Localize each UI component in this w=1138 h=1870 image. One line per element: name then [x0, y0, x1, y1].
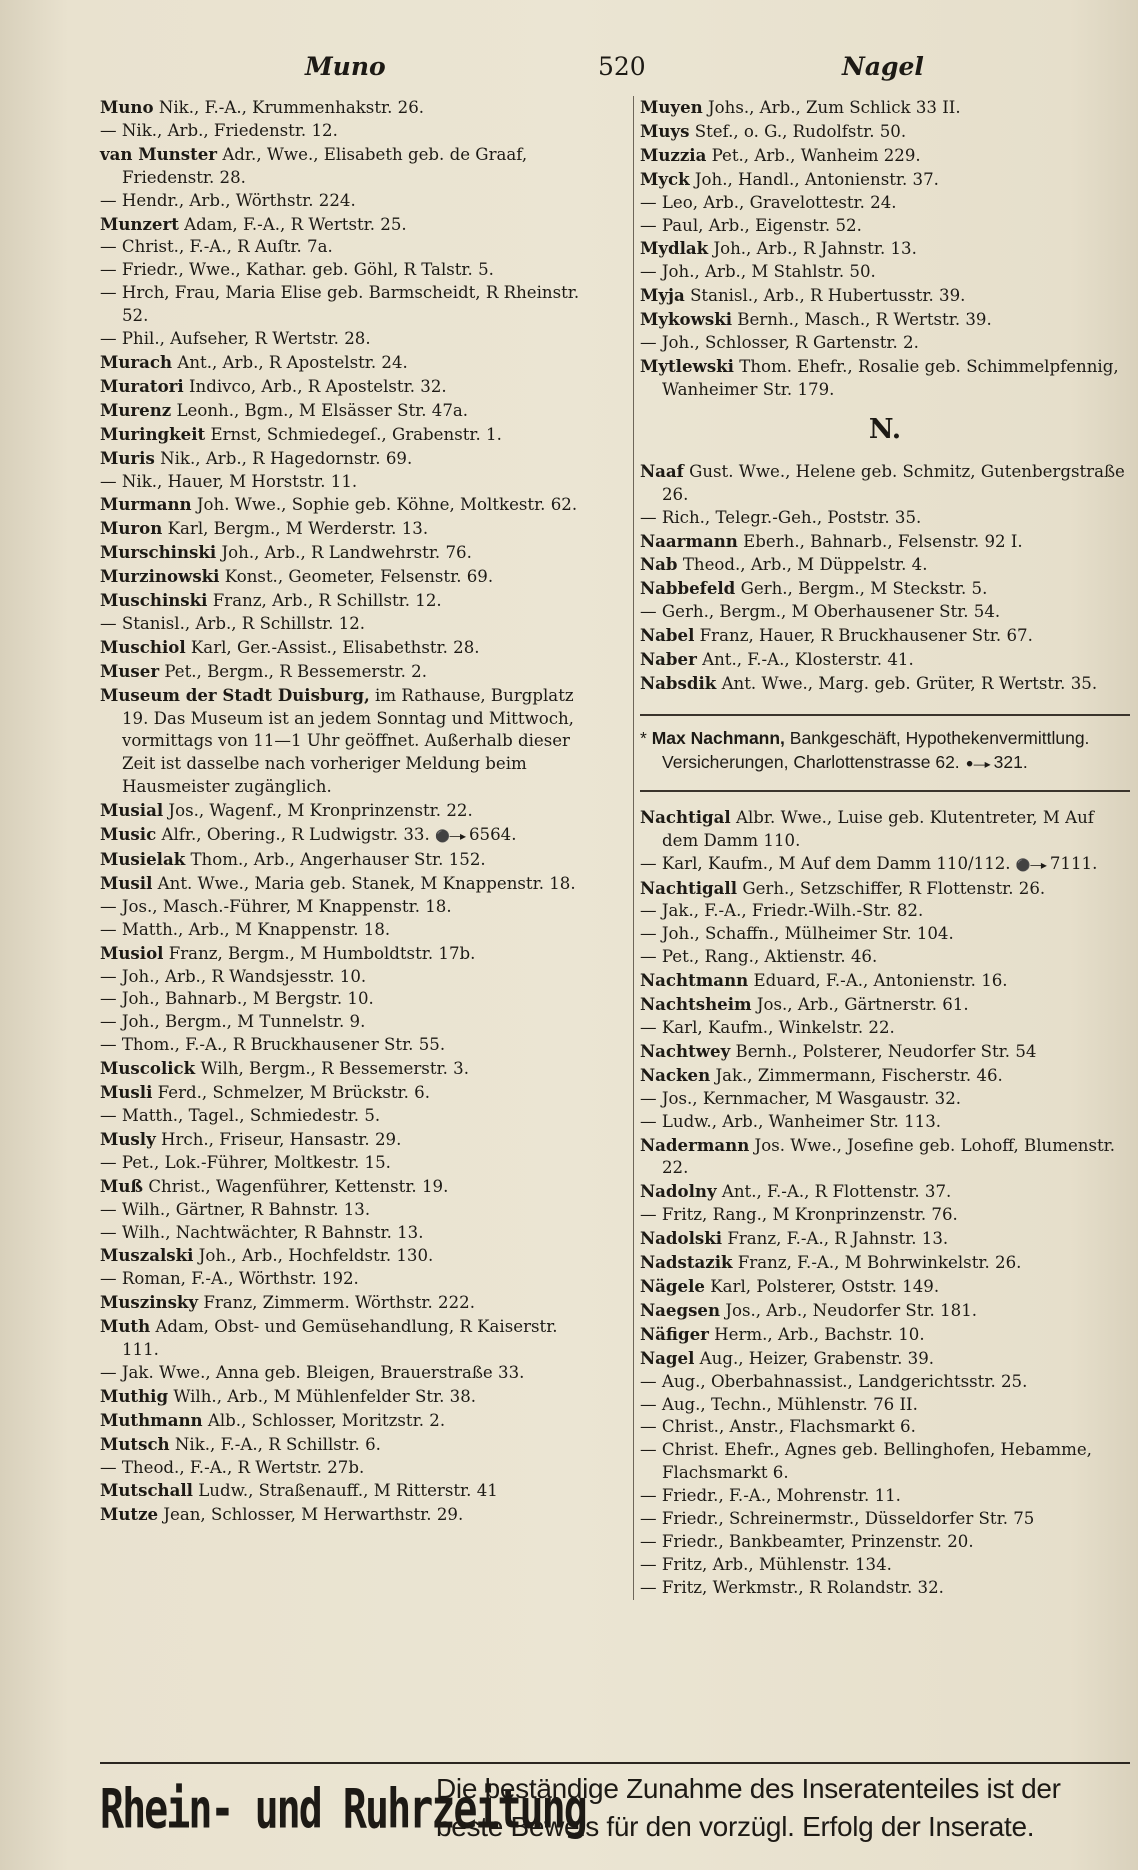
entry-details: Pet., Arb., Wanheim 229.	[711, 145, 921, 165]
entry-details: — Friedr., Schreinermstr., Düsseldorfer Str. 75	[640, 1509, 1035, 1529]
entry-surname: Näfiger	[640, 1323, 709, 1344]
directory-entry	[640, 507, 1130, 530]
entry-details: Alfr., Obering., R Ludwigstr. 33.	[161, 825, 430, 845]
section-letter: N.	[868, 413, 902, 445]
entry-surname: Muszalski	[100, 1245, 194, 1266]
entry-details: Franz, Bergm., M Humboldtstr. 17b.	[168, 943, 476, 963]
entry-details: Jos., Arb., Gärtnerstr. 61.	[756, 995, 969, 1015]
entry-surname: Murmann	[100, 494, 192, 515]
directory-entry	[640, 577, 1130, 601]
directory-entry	[640, 877, 1130, 901]
directory-entry	[640, 1485, 1130, 1508]
entry-details: — Jak. Wwe., Anna geb. Bleigen, Brauerstraße 33.	[100, 1362, 525, 1382]
entry-details: Bernh., Polsterer, Neudorfer Str. 54	[735, 1041, 1037, 1061]
directory-entry	[100, 823, 592, 848]
entry-details: — Friedr., Bankbeamter, Prinzenstr. 20.	[640, 1531, 974, 1551]
directory-entry	[100, 1503, 592, 1527]
entry-surname: Nabsdik	[640, 672, 717, 693]
entry-details: — Matth., Arb., M Knappenstr. 18.	[100, 919, 391, 939]
directory-entry	[640, 601, 1130, 624]
directory-entry	[640, 624, 1130, 648]
directory-entry	[640, 1554, 1130, 1577]
entry-details: — Friedr., Wwe., Kathar. geb. Göhl, R Talstr. 5.	[100, 260, 494, 280]
entry-surname: Muthmann	[100, 1409, 203, 1430]
directory-entry	[100, 399, 592, 423]
entry-details: — Hendr., Arb., Wörthstr. 224.	[100, 190, 356, 210]
entry-surname: Musial	[100, 800, 164, 821]
directory-entry	[100, 282, 592, 328]
entry-surname: Mydlak	[640, 238, 709, 259]
entry-surname: Naaf	[640, 460, 684, 481]
entry-surname: Muthig	[100, 1385, 169, 1406]
entry-details: Nik., Arb., R Hagedornstr. 69.	[160, 448, 413, 468]
entry-surname: Muys	[640, 120, 690, 141]
entry-details: Franz, F.-A., R Jahnstr. 13.	[727, 1229, 949, 1249]
entry-details: im Rathause, Burgplatz 19. Das Museum ist an jedem Sonntag und Mittwoch, vormittags von 11—1 Uhr geöffnet. Außerhalb dieser Zeit ist dasselbe nach vorheriger Meldung beim Hausmeister zugänglich.	[122, 685, 574, 797]
entry-details: Franz, Arb., R Schillstr. 12.	[212, 591, 442, 611]
directory-entry	[640, 1275, 1130, 1299]
directory-entry	[100, 1105, 592, 1128]
ad-name: Max Nachmann,	[651, 727, 785, 748]
directory-entry	[640, 900, 1130, 923]
entry-details: Gust. Wwe., Helene geb. Schmitz, Gutenbergstraße 26.	[662, 461, 1125, 504]
directory-entry	[100, 1291, 592, 1315]
entry-surname: Muszinsky	[100, 1292, 199, 1313]
entry-details: Joh., Handl., Antonienstr. 37.	[694, 169, 939, 189]
entry-details: — Fritz, Werkmstr., R Rolandstr. 32.	[640, 1577, 944, 1597]
entry-details: Bernh., Masch., R Wertstr. 39.	[737, 310, 992, 330]
ad-marker: *	[640, 727, 647, 748]
entry-details: Theod., Arb., M Düppelstr. 4.	[682, 555, 928, 575]
entry-details: Thom., Arb., Angerhauser Str. 152.	[190, 850, 486, 869]
entry-surname: Muris	[100, 447, 155, 468]
directory-entry	[640, 1111, 1130, 1134]
right-entries-a	[640, 460, 1130, 696]
directory-entry	[640, 237, 1130, 261]
entry-details: Gerh., Setzschiffer, R Flottenstr. 26.	[742, 878, 1046, 898]
entry-surname: van Munster	[100, 143, 218, 164]
directory-entry	[100, 1057, 592, 1081]
entry-details: Ferd., Schmelzer, M Brückstr. 6.	[157, 1083, 431, 1103]
directory-entry	[640, 144, 1130, 168]
entry-surname: Naarmann	[640, 530, 738, 551]
directory-entry	[100, 1457, 592, 1480]
entry-surname: Murach	[100, 351, 173, 372]
directory-entry	[100, 1433, 592, 1457]
entry-surname: Mykowski	[640, 309, 733, 330]
entry-details: Alb., Schlosser, Moritzstr. 2.	[207, 1410, 446, 1430]
directory-entry	[100, 1362, 592, 1385]
entry-details: — Aug., Oberbahnassist., Landgerichtsstr. 25.	[640, 1371, 1028, 1391]
ad-description: Bankgeschäft, Hypothekenvermittlung. Versicherungen, Charlottenstrasse 62.	[662, 727, 1090, 772]
entry-surname: Nadstazik	[640, 1252, 733, 1273]
entry-details: Aug., Heizer, Grabenstr. 39.	[699, 1348, 935, 1368]
entry-surname: Nab	[640, 554, 678, 575]
entry-details: — Pet., Rang., Aktienstr. 46.	[640, 947, 878, 967]
entry-details: Jos., Arb., Neudorfer Str. 181.	[725, 1300, 978, 1320]
entry-details: Johs., Arb., Zum Schlick 33 II.	[707, 98, 961, 117]
directory-entry	[640, 1577, 1130, 1600]
entry-details: Jos. Wwe., Josefine geb. Lohoff, Blumenstr. 22.	[662, 1135, 1116, 1178]
directory-entry	[640, 530, 1130, 554]
telephone-icon: ⚫—▸	[964, 756, 990, 771]
entry-details: — Christ., F.-A., R Auſtr. 7a.	[100, 237, 333, 257]
entry-details: Adr., Wwe., Elisabeth geb. de Graaf, Friedenstr. 28.	[122, 144, 528, 187]
directory-entry	[640, 1508, 1130, 1531]
entry-surname: Nachtigal	[640, 806, 731, 827]
entry-details: — Pet., Lok.-Führer, Moltkestr. 15.	[100, 1152, 391, 1172]
entry-details: — Thom., F.-A., R Bruckhausener Str. 55.	[100, 1035, 446, 1055]
entry-surname: Nadolski	[640, 1228, 723, 1249]
directory-entry	[100, 447, 592, 471]
directory-entry	[100, 1199, 592, 1222]
directory-entry	[100, 799, 592, 823]
entry-details: — Fritz, Arb., Mühlenstr. 134.	[640, 1554, 892, 1574]
directory-entry	[100, 589, 592, 613]
entry-details: Eduard, F.-A., Antonienstr. 16.	[753, 971, 1008, 991]
directory-entry	[640, 1180, 1130, 1204]
entry-surname: Murzinowski	[100, 566, 220, 587]
entry-details: — Aug., Techn., Mühlenstr. 76 II.	[640, 1394, 918, 1414]
footer-advertisement	[100, 1762, 1130, 1852]
entry-details: Joh., Arb., Hochfeldstr. 130.	[198, 1246, 434, 1266]
directory-entry	[640, 192, 1130, 215]
entry-details: — Nik., Hauer, M Horststr. 11.	[100, 471, 358, 491]
entry-surname: Myck	[640, 168, 690, 189]
directory-entry	[640, 120, 1130, 144]
entry-details: — Paul, Arb., Eigenstr. 52.	[640, 215, 862, 235]
entry-details: Ant., F.-A., R Flottenstr. 37.	[721, 1182, 952, 1202]
directory-entry	[640, 553, 1130, 577]
entry-details: Herm., Arb., Bachstr. 10.	[714, 1324, 925, 1344]
directory-entry	[100, 896, 592, 919]
entry-surname: Naber	[640, 649, 697, 670]
entry-surname: Nachtigall	[640, 877, 738, 898]
entry-surname: Musiol	[100, 942, 164, 963]
telephone-icon: ⚫—▸	[1015, 857, 1046, 872]
directory-entry	[100, 919, 592, 942]
entry-details: Nik., F.-A., Krummenhakstr. 26.	[158, 98, 425, 117]
entry-details: — Ludw., Arb., Wanheimer Str. 113.	[640, 1111, 942, 1131]
directory-entry	[100, 1011, 592, 1034]
directory-entry	[640, 355, 1130, 402]
entry-details: — Christ., Anstr., Flachsmarkt 6.	[640, 1417, 916, 1437]
entry-details: — Leo, Arb., Gravelottestr. 24.	[640, 192, 897, 212]
directory-entry	[100, 613, 592, 636]
entry-details: Karl, Ger.-Assist., Elisabethstr. 28.	[190, 637, 480, 657]
entry-details: Indivco, Arb., R Apostelstr. 32.	[189, 376, 447, 396]
entry-surname: Muschiol	[100, 636, 186, 657]
directory-entry	[100, 1244, 592, 1268]
directory-entry	[100, 872, 592, 896]
directory-entry	[640, 1323, 1130, 1347]
entry-details: Franz, Hauer, R Bruckhausener Str. 67.	[699, 626, 1033, 646]
directory-entry	[100, 660, 592, 684]
directory-entry	[100, 351, 592, 375]
entry-surname: Nabbefeld	[640, 578, 736, 599]
entry-details: — Gerh., Bergm., M Oberhausener Str. 54.	[640, 602, 1001, 622]
entry-surname: Nachtmann	[640, 970, 749, 991]
entry-details: Jean, Schlosser, M Herwarthstr. 29.	[163, 1505, 464, 1525]
entry-surname: Muno	[100, 97, 154, 117]
directory-entry	[640, 993, 1130, 1017]
entry-surname: Muzzia	[640, 144, 707, 165]
entry-details: Joh., Arb., R Landwehrstr. 76.	[221, 543, 472, 563]
entry-surname: Nabel	[640, 625, 695, 646]
entry-details: — Fritz, Rang., M Kronprinzenstr. 76.	[640, 1205, 958, 1225]
entry-details: — Phil., Aufseher, R Wertstr. 28.	[100, 329, 371, 349]
entry-details: — Joh., Arb., M Stahlstr. 50.	[640, 262, 876, 282]
entry-details: — Friedr., F.-A., Mohrenstr. 11.	[640, 1486, 901, 1506]
advertisement-box	[640, 714, 1130, 792]
entry-details: — Wilh., Gärtner, R Bahnstr. 13.	[100, 1199, 371, 1219]
entry-surname: Museum der Stadt Duisburg,	[100, 684, 370, 705]
right-entries-b	[640, 806, 1130, 1600]
entry-surname: Nägele	[640, 1275, 705, 1296]
entry-surname: Mutschall	[100, 1480, 193, 1501]
footer-newspaper-name: Rhein- und Ruhrzeitung	[100, 1778, 586, 1842]
entry-details: Ant., F.-A., Klosterstr. 41.	[702, 650, 914, 670]
entry-details: Karl, Bergm., M Werderstr. 13.	[167, 519, 429, 539]
ad-phone: 321.	[993, 751, 1028, 772]
directory-entry	[640, 332, 1130, 355]
entry-surname: Music	[100, 824, 157, 845]
entry-details: Gerh., Bergm., M Steckstr. 5.	[740, 579, 988, 599]
ad-text	[640, 726, 1130, 776]
directory-entry	[100, 493, 592, 517]
telephone-icon: ⚫—▸	[435, 829, 465, 844]
entry-details: — Wilh., Nachtwächter, R Bahnstr. 13.	[100, 1222, 424, 1242]
entry-details: Joh. Wwe., Sophie geb. Köhne, Moltkestr. 62.	[196, 495, 578, 515]
entry-details: Franz, F.-A., M Bohrwinkelstr. 26.	[737, 1253, 1022, 1273]
left-column	[100, 96, 592, 1527]
entry-details: Pet., Bergm., R Bessemerstr. 2.	[164, 661, 428, 681]
entry-surname: Nagel	[640, 1347, 695, 1368]
entry-details: Leonh., Bgm., M Elsässer Str. 47a.	[176, 400, 469, 420]
entry-details: Ant., Arb., R Apostelstr. 24.	[177, 352, 408, 372]
right-entries-top	[640, 96, 1130, 402]
entry-surname: Nachtsheim	[640, 994, 752, 1015]
directory-entry	[100, 1409, 592, 1433]
footer-slogan-line1: Die beständige Zunahme des Inseratenteiles ist der	[436, 1773, 1061, 1804]
directory-entry	[100, 328, 592, 351]
directory-entry	[640, 806, 1130, 853]
directory-entry	[640, 1347, 1130, 1371]
entry-surname: Musil	[100, 872, 153, 893]
directory-entry	[100, 375, 592, 399]
entry-phone: 7111.	[1049, 853, 1098, 873]
directory-entry	[100, 423, 592, 447]
entry-details: — Karl, Kaufm., Winkelstr. 22.	[640, 1018, 895, 1037]
entry-details: Stef., o. G., Rudolfstr. 50.	[694, 121, 907, 141]
entry-details: Hrch., Friseur, Hansastr. 29.	[161, 1129, 402, 1149]
entry-details: — Jos., Kernmacher, M Wasgaustr. 32.	[640, 1088, 962, 1108]
directory-entry	[100, 143, 592, 190]
entry-details: Adam, Obst- und Gemüsehandlung, R Kaiserstr. 111.	[122, 1317, 558, 1360]
directory-entry	[100, 1315, 592, 1362]
entry-surname: Nadolny	[640, 1181, 717, 1202]
entry-details: — Stanisl., Arb., R Schillstr. 12.	[100, 613, 366, 633]
entry-surname: Nachtwey	[640, 1040, 731, 1061]
running-head-right: Nagel	[842, 52, 924, 81]
entry-surname: Mytlewski	[640, 355, 734, 376]
directory-entry	[640, 1439, 1130, 1485]
directory-entry	[640, 672, 1130, 696]
directory-entry	[640, 1416, 1130, 1439]
entry-details: Ant. Wwe., Marg. geb. Grüter, R Wertstr. 35.	[721, 673, 1098, 693]
entry-details: Christ., Wagenführer, Kettenstr. 19.	[148, 1176, 449, 1196]
directory-entry	[640, 969, 1130, 993]
entry-surname: Muyen	[640, 97, 703, 117]
entry-surname: Muser	[100, 660, 160, 681]
directory-entry	[100, 213, 592, 237]
entry-surname: Muth	[100, 1316, 151, 1337]
entry-surname: Naegsen	[640, 1299, 721, 1320]
entry-details: — Theod., F.-A., R Wertstr. 27b.	[100, 1457, 365, 1477]
directory-entry	[100, 120, 592, 143]
directory-entry	[640, 923, 1130, 946]
entry-surname: Mutze	[100, 1504, 159, 1525]
directory-entry	[640, 1040, 1130, 1064]
entry-surname: Muschinski	[100, 590, 208, 611]
directory-entry	[100, 988, 592, 1011]
entry-surname: Muringkeit	[100, 423, 206, 444]
right-column	[633, 96, 1130, 1600]
directory-entry	[100, 636, 592, 660]
footer-slogan	[436, 1770, 1128, 1846]
directory-entry	[100, 1222, 592, 1245]
entry-surname: Mutsch	[100, 1433, 170, 1454]
directory-entry	[100, 942, 592, 966]
directory-entry	[100, 236, 592, 259]
entry-details: Wilh, Bergm., R Bessemerstr. 3.	[200, 1059, 469, 1079]
entry-details: — Joh., Schlosser, R Gartenstr. 2.	[640, 333, 919, 353]
entry-details: Karl, Polsterer, Oststr. 149.	[710, 1276, 940, 1296]
directory-entry	[100, 517, 592, 541]
running-head-left: Muno	[305, 52, 386, 81]
entry-details: — Jos., Masch.-Führer, M Knappenstr. 18.	[100, 896, 452, 916]
entry-details: — Rich., Telegr.-Geh., Poststr. 35.	[640, 507, 922, 527]
directory-entry	[640, 460, 1130, 507]
directory-entry	[100, 1479, 592, 1503]
entry-phone: 6564.	[468, 825, 517, 845]
entry-details: — Joh., Schaffn., Mülheimer Str. 104.	[640, 924, 954, 944]
directory-entry	[640, 308, 1130, 332]
entry-details: Thom. Ehefr., Rosalie geb. Schimmelpfennig, Wanheimer Str. 179.	[662, 356, 1119, 399]
entry-details: — Nik., Arb., Friedenstr. 12.	[100, 120, 338, 140]
directory-entry	[100, 1128, 592, 1152]
entry-surname: Muscolick	[100, 1058, 196, 1079]
directory-entry	[100, 966, 592, 989]
directory-entry	[640, 1299, 1130, 1323]
directory-entry	[640, 284, 1130, 308]
directory-entry	[100, 471, 592, 494]
directory-entry	[640, 1394, 1130, 1417]
directory-entry	[640, 1088, 1130, 1111]
entry-details: Joh., Arb., R Jahnstr. 13.	[713, 239, 917, 259]
entry-surname: Nadermann	[640, 1134, 750, 1155]
directory-entry	[100, 259, 592, 282]
directory-entry	[100, 96, 592, 120]
directory-entry	[100, 565, 592, 589]
directory-entry	[100, 1268, 592, 1291]
directory-entry	[100, 1034, 592, 1057]
directory-entry	[640, 1064, 1130, 1088]
page-number: 520	[598, 52, 646, 81]
entry-details: Ant. Wwe., Maria geb. Stanek, M Knappenstr. 18.	[157, 873, 576, 893]
directory-entry	[100, 541, 592, 565]
directory-entry	[100, 1385, 592, 1409]
entry-details: Nik., F.-A., R Schillstr. 6.	[174, 1434, 381, 1454]
entry-details: — Christ. Ehefr., Agnes geb. Bellinghofen, Hebamme, Flachsmarkt 6.	[640, 1440, 1092, 1483]
entry-surname: Muron	[100, 518, 163, 539]
entry-details: Eberh., Bahnarb., Felsenstr. 92 I.	[743, 531, 1023, 551]
entry-details: — Hrch, Frau, Maria Elise geb. Barmscheidt, R Rheinstr. 52.	[100, 283, 580, 326]
entry-surname: Muß	[100, 1175, 144, 1196]
entry-surname: Murenz	[100, 399, 172, 420]
directory-entry	[640, 946, 1130, 969]
directory-entry	[640, 96, 1130, 120]
directory-entry	[100, 684, 592, 800]
entry-details: — Karl, Kaufm., M Auf dem Damm 110/112.	[640, 853, 1011, 873]
entry-surname: Myja	[640, 285, 685, 306]
directory-entry	[640, 215, 1130, 238]
entry-surname: Musly	[100, 1128, 156, 1149]
entry-details: — Roman, F.-A., Wörthstr. 192.	[100, 1269, 359, 1289]
directory-entry	[100, 1175, 592, 1199]
directory-entry	[640, 1251, 1130, 1275]
entry-details: Franz, Zimmerm. Wörthstr. 222.	[203, 1293, 476, 1313]
entry-details: Adam, F.-A., R Wertstr. 25.	[184, 214, 407, 234]
entry-surname: Muratori	[100, 375, 184, 396]
entry-details: — Joh., Arb., R Wandsjesstr. 10.	[100, 966, 367, 986]
directory-entry	[640, 1531, 1130, 1554]
entry-details: — Joh., Bergm., M Tunnelstr. 9.	[100, 1012, 366, 1032]
entry-details: — Matth., Tagel., Schmiedestr. 5.	[100, 1105, 381, 1125]
entry-details: Konst., Geometer, Felsenstr. 69.	[224, 567, 494, 587]
entry-surname: Musli	[100, 1082, 153, 1103]
directory-entry	[640, 648, 1130, 672]
entry-surname: Musielak	[100, 849, 186, 869]
entry-details: Jak., Zimmermann, Fischerstr. 46.	[715, 1065, 1003, 1085]
directory-entry	[100, 1152, 592, 1175]
directory-entry	[100, 1081, 592, 1105]
entry-surname: Munzert	[100, 213, 179, 234]
directory-entry	[640, 1227, 1130, 1251]
entry-details: — Jak., F.-A., Friedr.-Wilh.-Str. 82.	[640, 901, 924, 921]
directory-entry	[640, 1017, 1130, 1040]
entry-details: Wilh., Arb., M Mühlenfelder Str. 38.	[173, 1386, 477, 1406]
directory-entry	[640, 168, 1130, 192]
directory-entry	[640, 1371, 1130, 1394]
entry-details: Albr. Wwe., Luise geb. Klutentreter, M Auf dem Damm 110.	[662, 807, 1094, 850]
entry-details: Stanisl., Arb., R Hubertusstr. 39.	[690, 286, 966, 306]
footer-slogan-line2: beste Beweis für den vorzügl. Erfolg der Inserate.	[436, 1811, 1035, 1842]
entry-details: Ernst, Schmiedegeſ., Grabenstr. 1.	[210, 424, 502, 444]
entry-surname: Murschinski	[100, 542, 217, 563]
directory-entry	[640, 1204, 1130, 1227]
directory-entry	[640, 1134, 1130, 1181]
directory-entry	[640, 853, 1130, 877]
entry-surname: Nacken	[640, 1064, 711, 1085]
entry-details: Jos., Wagenf., M Kronprinzenstr. 22.	[168, 801, 473, 821]
entry-details: Ludw., Straßenauff., M Ritterstr. 41	[198, 1481, 498, 1501]
entry-details: — Joh., Bahnarb., M Bergstr. 10.	[100, 989, 374, 1009]
directory-entry	[100, 848, 592, 872]
directory-entry	[100, 190, 592, 213]
directory-entry	[640, 261, 1130, 284]
